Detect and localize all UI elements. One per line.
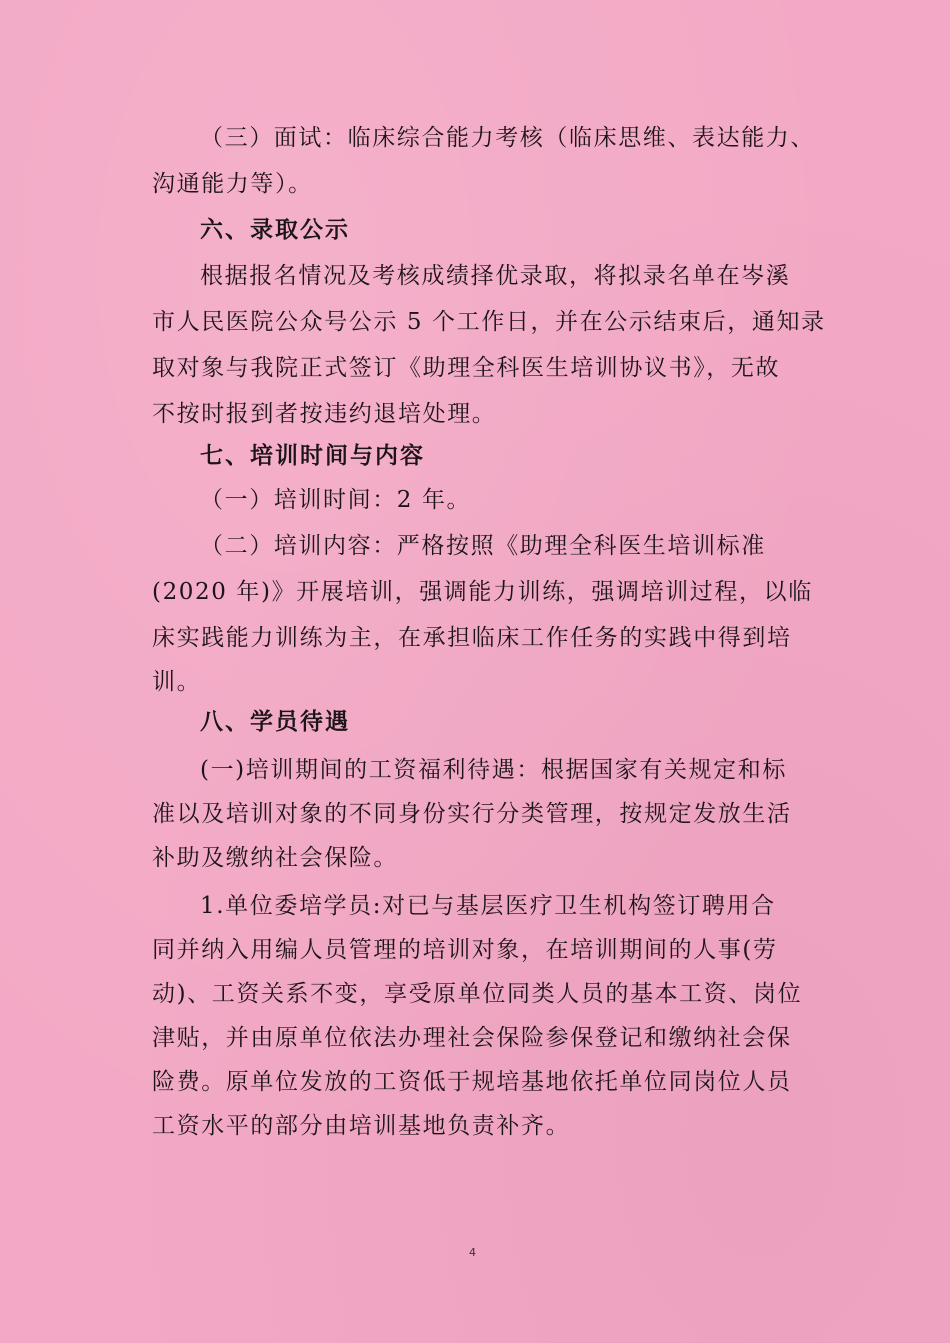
text-line: （一）培训时间：2 年。 — [200, 487, 472, 513]
page-number: 4 — [469, 1246, 476, 1259]
text-line: 床实践能力训练为主，在承担临床工作任务的实践中得到培 — [152, 625, 792, 651]
text-line: (2020 年)》开展培训，强调能力训练，强调培训过程，以临 — [152, 579, 813, 605]
section-heading: 七、培训时间与内容 — [200, 443, 425, 469]
text-line: （三）面试：临床综合能力考核（临床思维、表达能力、 — [200, 125, 815, 151]
text-line: 不按时报到者按违约退培处理。 — [152, 401, 497, 427]
text-line: (一)培训期间的工资福利待遇：根据国家有关规定和标 — [200, 757, 787, 783]
text-line: 同并纳入用编人员管理的培训对象，在培训期间的人事(劳 — [152, 937, 778, 963]
text-line: 动)、工资关系不变，享受原单位同类人员的基本工资、岗位 — [152, 981, 803, 1007]
section-heading: 八、学员待遇 — [200, 709, 350, 735]
text-line: 1.单位委培学员:对已与基层医疗卫生机构签订聘用合 — [200, 893, 776, 919]
text-line: 工资水平的部分由培训基地负责补齐。 — [152, 1113, 571, 1139]
text-line: 准以及培训对象的不同身份实行分类管理，按规定发放生活 — [152, 801, 792, 827]
text-line: 训。 — [152, 669, 202, 695]
text-line: 津贴，并由原单位依法办理社会保险参保登记和缴纳社会保 — [152, 1025, 792, 1051]
text-line: 根据报名情况及考核成绩择优录取，将拟录名单在岑溪 — [200, 263, 791, 289]
text-line: 补助及缴纳社会保险。 — [152, 845, 398, 871]
text-line: 沟通能力等）。 — [152, 171, 313, 197]
text-line: 市人民医院公众号公示 5 个工作日，并在公示结束后，通知录 — [152, 309, 826, 335]
text-line: （二）培训内容：严格按照《助理全科医生培训标准 — [200, 533, 766, 559]
section-heading: 六、录取公示 — [200, 217, 350, 243]
text-line: 取对象与我院正式签订《助理全科医生培训协议书》，无故 — [152, 355, 781, 381]
text-line: 险费。原单位发放的工资低于规培基地依托单位同岗位人员 — [152, 1069, 792, 1095]
